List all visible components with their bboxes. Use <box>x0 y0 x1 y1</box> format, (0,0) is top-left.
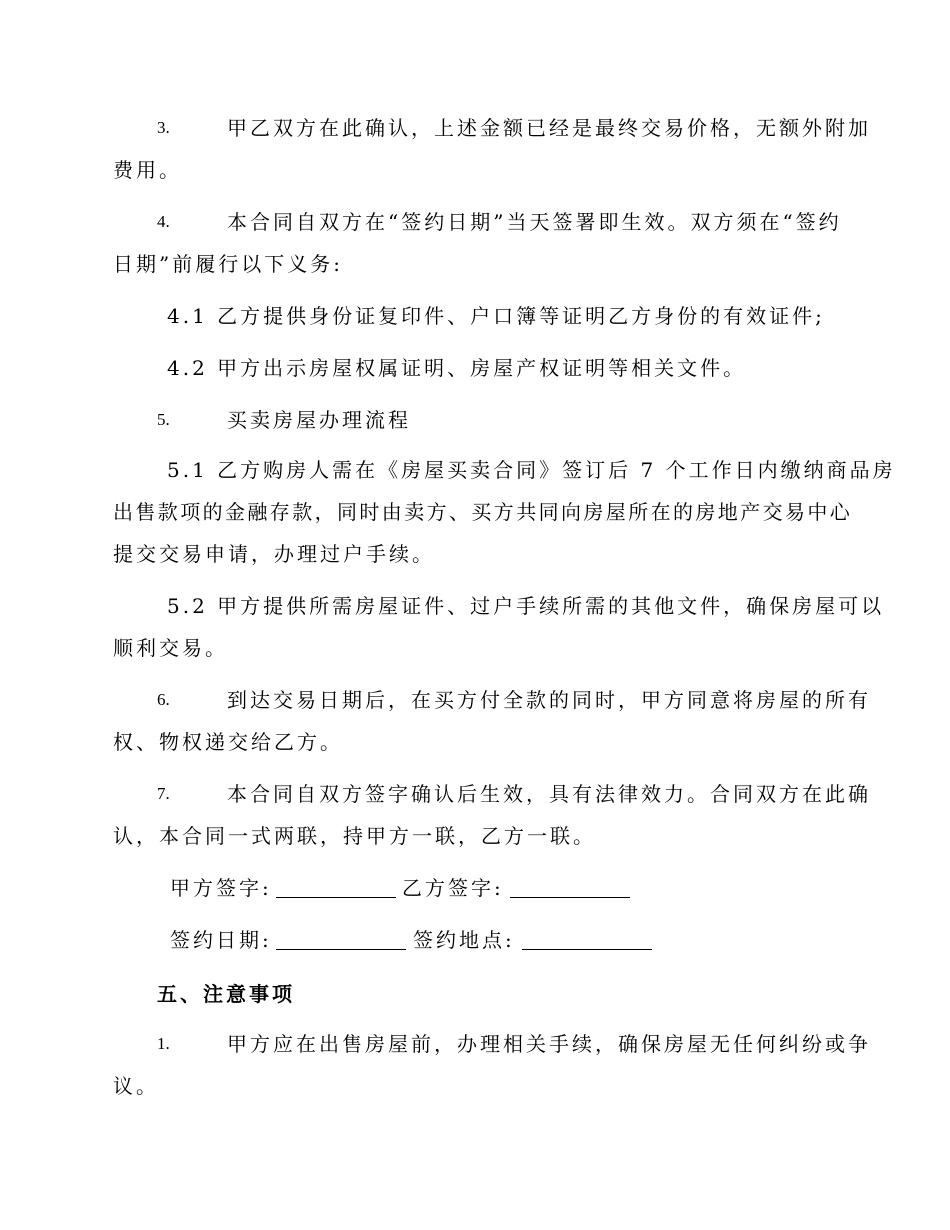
clause-5-2-line-2: 顺利交易。 <box>113 636 228 660</box>
note-1-line-1: 甲方应在出售房屋前，办理相关手续，确保房屋无任何纠纷或争 <box>227 1032 871 1056</box>
party-b-signature-label: 乙方签字: <box>402 876 504 900</box>
clause-3-line-2: 费用。 <box>113 158 182 182</box>
party-a-signature-label: 甲方签字: <box>170 876 272 900</box>
clause-5-title: 买卖房屋办理流程 <box>227 408 411 432</box>
party-b-signature-blank <box>510 897 630 898</box>
party-a-signature-blank <box>276 897 396 898</box>
clause-6-number: 6. <box>157 690 170 709</box>
clause-7-number: 7. <box>157 784 170 803</box>
signing-date-label: 签约日期: <box>170 928 272 952</box>
clause-6-line-1: 到达交易日期后，在买方付全款的同时，甲方同意将房屋的所有 <box>227 688 871 712</box>
clause-4-line-2: 日期”前履行以下义务: <box>113 252 343 276</box>
note-1-line-2: 议。 <box>113 1074 159 1098</box>
clause-5-2-line-1: 5.2 甲方提供所需房屋证件、过户手续所需的其他文件，确保房屋可以 <box>167 594 885 618</box>
note-1-number: 1. <box>157 1034 170 1053</box>
signing-place-label: 签约地点: <box>413 928 515 952</box>
clause-3-line-1: 甲乙双方在此确认，上述金额已经是最终交易价格，无额外附加 <box>227 116 871 140</box>
clause-7-line-2: 认，本合同一式两联，持甲方一联，乙方一联。 <box>113 824 596 848</box>
clause-7-line-1: 本合同自双方签字确认后生效，具有法律效力。合同双方在此确 <box>227 782 871 806</box>
clause-5-1-line-2: 出售款项的金融存款，同时由卖方、买方共同向房屋所在的房地产交易中心 <box>113 500 853 524</box>
section-heading-notes: 五、注意事项 <box>157 982 295 1006</box>
signing-date-blank <box>276 949 406 950</box>
clause-5-1-line-3: 提交交易申请，办理过户手续。 <box>113 542 435 566</box>
clause-5-1-line-1: 5.1 乙方购房人需在《房屋买卖合同》签订后 7 个工作日内缴纳商品房 <box>167 458 896 482</box>
clause-5-number: 5. <box>157 410 170 429</box>
clause-4-1: 4.1 乙方提供身份证复印件、户口簿等证明乙方身份的有效证件; <box>167 304 825 328</box>
clause-4-line-1: 本合同自双方在“签约日期”当天签署即生效。双方须在“签约 <box>227 210 842 234</box>
clause-6-line-2: 权、物权递交给乙方。 <box>113 730 343 754</box>
clause-4-2: 4.2 甲方出示房屋权属证明、房屋产权证明等相关文件。 <box>167 356 747 380</box>
clause-3-number: 3. <box>157 118 170 137</box>
clause-4-number: 4. <box>157 212 170 231</box>
signing-place-blank <box>522 949 652 950</box>
